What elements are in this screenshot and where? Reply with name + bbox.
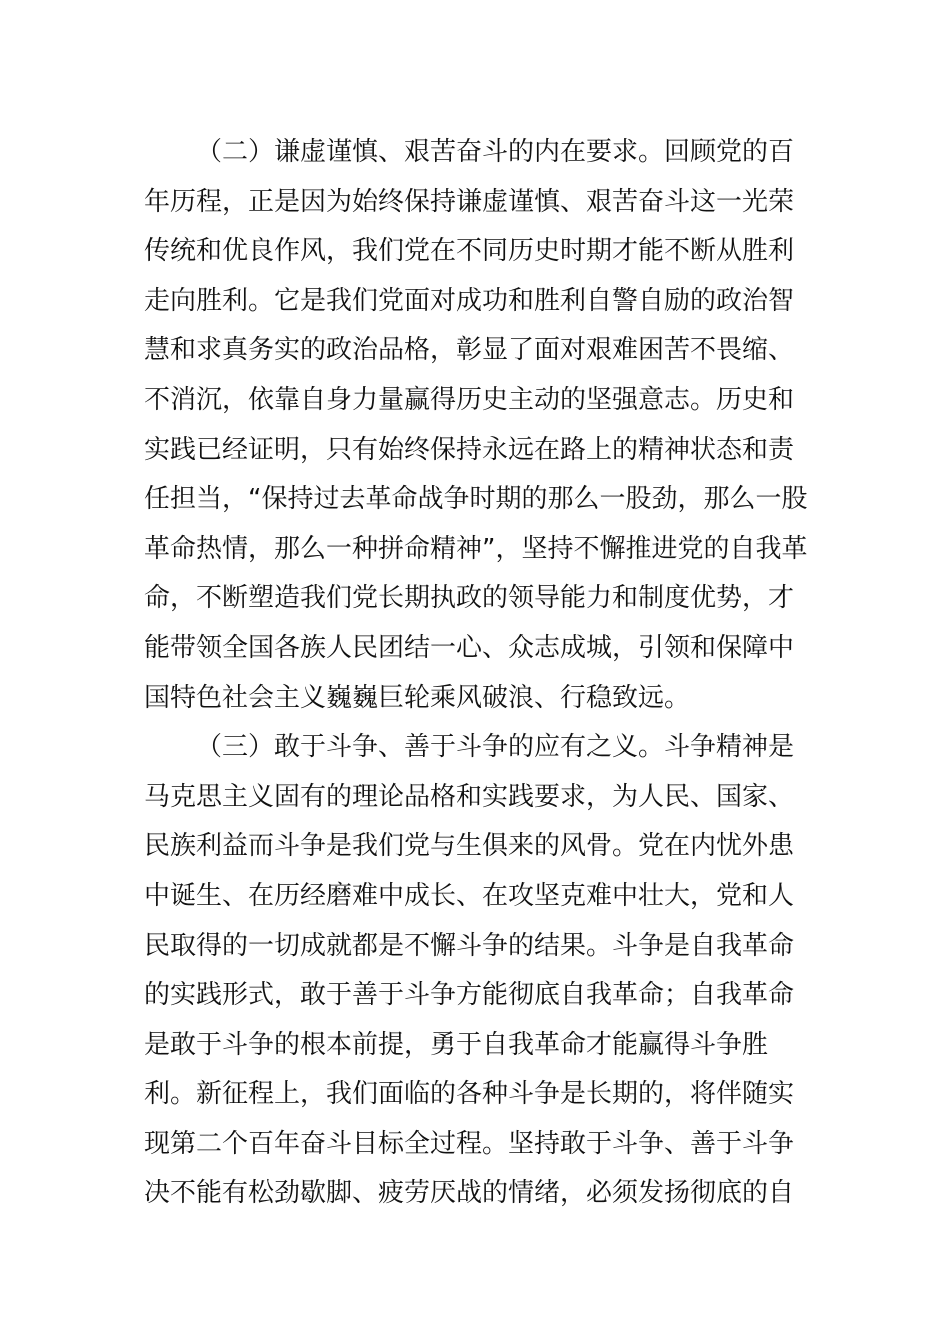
text-line: 任担当，“保持过去革命战争时期的那么一股劲，那么一股: [144, 484, 808, 515]
text-line: 慧和求真务实的政治品格，彰显了面对艰难困苦不畏缩、: [144, 335, 795, 366]
text-line: （二）谦虚谨慎、艰苦奋斗的内在要求。回顾党的百: [196, 137, 795, 167]
text-line: 中诞生、在历经磨难中成长、在攻坚克难中壮大，党和人: [144, 880, 795, 911]
text-line: 能带领全国各族人民团结一心、众志成城，引领和保障中: [144, 632, 795, 663]
text-line: 现第二个百年奋斗目标全过程。坚持敢于斗争、善于斗争: [144, 1128, 795, 1159]
text-line: （三）敢于斗争、善于斗争的应有之义。斗争精神是: [196, 732, 795, 763]
document-body: [144, 128, 808, 1219]
text-line: 民族利益而斗争是我们党与生俱来的风骨。党在内忧外患: [144, 831, 795, 862]
text-line: 传统和优良作风，我们党在不同历史时期才能不断从胜利: [144, 236, 795, 267]
paragraph-section-three: [144, 723, 808, 1219]
text-line: 马克思主义固有的理论品格和实践要求，为人民、国家、: [144, 781, 795, 812]
text-line: 实践已经证明，只有始终保持永远在路上的精神状态和责: [144, 434, 795, 465]
text-line: 不消沉，依靠自身力量赢得历史主动的坚强意志。历史和: [144, 384, 795, 415]
text-line: 是敢于斗争的根本前提，勇于自我革命才能赢得斗争胜: [144, 1029, 769, 1060]
text-line: 走向胜利。它是我们党面对成功和胜利自警自励的政治智: [144, 285, 795, 316]
text-line: 民取得的一切成就都是不懈斗争的结果。斗争是自我革命: [144, 930, 795, 961]
text-line: 年历程，正是因为始终保持谦虚谨慎、艰苦奋斗这一光荣: [144, 186, 795, 217]
text-line: 决不能有松劲歇脚、疲劳厌战的情绪，必须发扬彻底的自: [144, 1178, 795, 1209]
text-line: 革命热情，那么一种拼命精神”，坚持不懈推进党的自我革: [144, 533, 808, 564]
text-line: 命，不断塑造我们党长期执政的领导能力和制度优势，才: [144, 583, 795, 614]
text-line: 利。新征程上，我们面临的各种斗争是长期的，将伴随实: [144, 1079, 795, 1110]
text-line: 国特色社会主义巍巍巨轮乘风破浪、行稳致远。: [144, 682, 691, 713]
paragraph-section-two: [144, 128, 808, 723]
text-line: 的实践形式，敢于善于斗争方能彻底自我革命；自我革命: [144, 980, 795, 1011]
